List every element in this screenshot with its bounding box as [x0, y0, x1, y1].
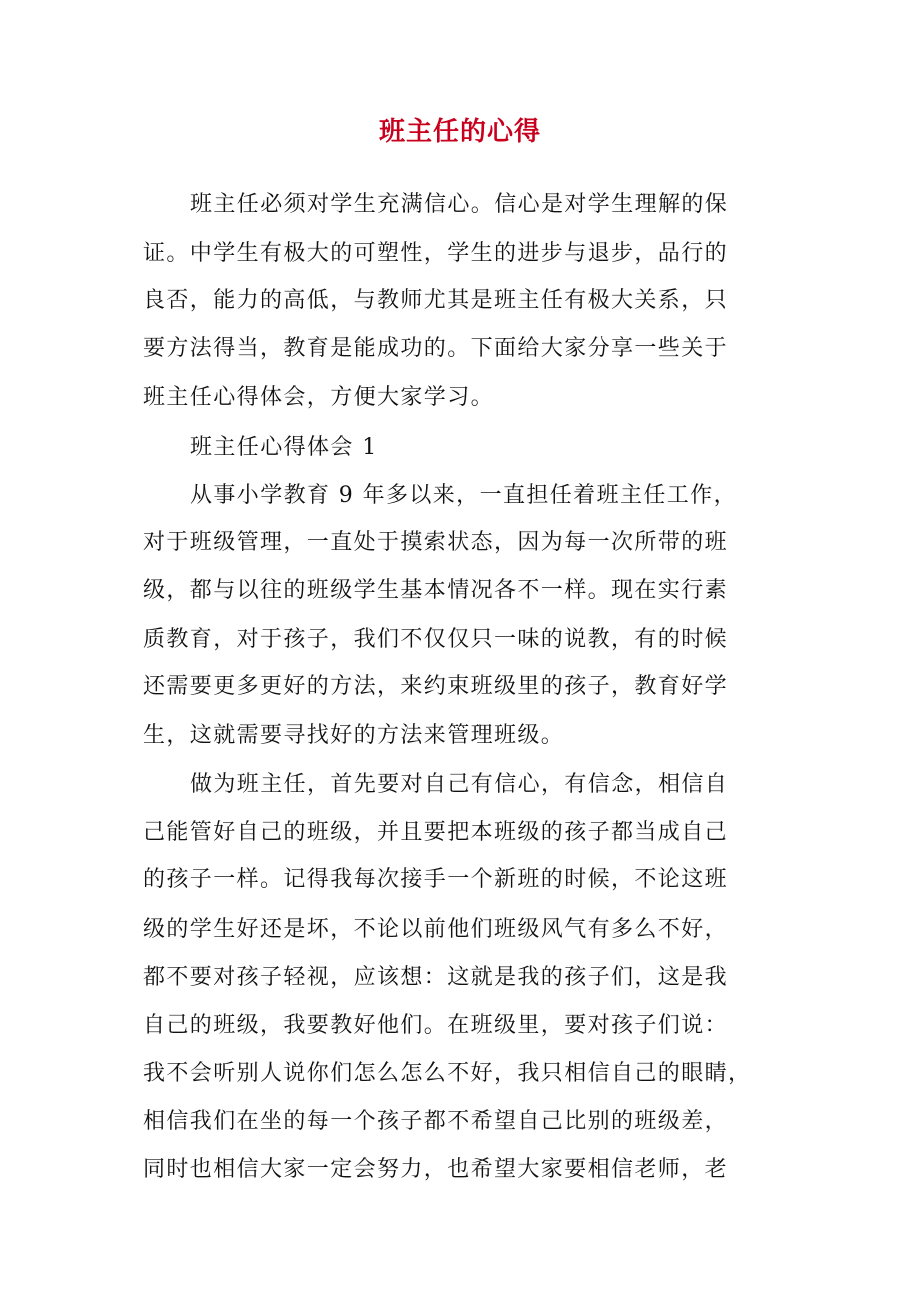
text-line: 班主任心得体会，方便大家学习。 — [143, 385, 495, 410]
text-line: 生，这就需要寻找好的方法来管理班级。 — [143, 723, 565, 748]
text-line: 级的学生好还是坏，不论以前他们班级风气有多么不好， — [143, 917, 729, 942]
text-line: 自己的班级，我要教好他们。在班级里，要对孩子们说： — [143, 1013, 729, 1038]
page-title: 班主任的心得 — [378, 117, 541, 147]
section-heading: 班主任心得体会 1 — [190, 435, 378, 460]
text-line: 我不会听别人说你们怎么怎么不好，我只相信自己的眼睛， — [143, 1061, 752, 1086]
text-line: 班主任必须对学生充满信心。信心是对学生理解的保 — [190, 192, 729, 217]
text-line: 质教育，对于孩子，我们不仅仅只一味的说教，有的时候 — [143, 627, 729, 652]
text-line: 要方法得当，教育是能成功的。下面给大家分享一些关于 — [143, 336, 729, 361]
text-line: 做为班主任，首先要对自己有信心，有信念，相信自 — [190, 772, 729, 797]
text-line: 己能管好自己的班级，并且要把本班级的孩子都当成自己 — [143, 820, 729, 845]
text-line: 同时也相信大家一定会努力，也希望大家要相信老师，老 — [143, 1157, 729, 1182]
text-line: 的孩子一样。记得我每次接手一个新班的时候，不论这班 — [143, 867, 729, 892]
text-line: 从事小学教育 9 年多以来，一直担任着班主任工作， — [190, 483, 737, 508]
text-line: 相信我们在坐的每一个孩子都不希望自己比别的班级差， — [143, 1109, 729, 1134]
text-line: 级，都与以往的班级学生基本情况各不一样。现在实行素 — [143, 578, 729, 603]
text-line: 证。中学生有极大的可塑性，学生的进步与退步，品行的 — [143, 241, 729, 266]
text-line: 对于班级管理，一直处于摸索状态，因为每一次所带的班 — [143, 530, 729, 555]
text-line: 还需要更多更好的方法，来约束班级里的孩子，教育好学 — [143, 674, 729, 699]
text-line: 都不要对孩子轻视，应该想：这就是我的孩子们，这是我 — [143, 965, 729, 990]
text-line: 良否，能力的高低，与教师尤其是班主任有极大关系，只 — [143, 288, 729, 313]
